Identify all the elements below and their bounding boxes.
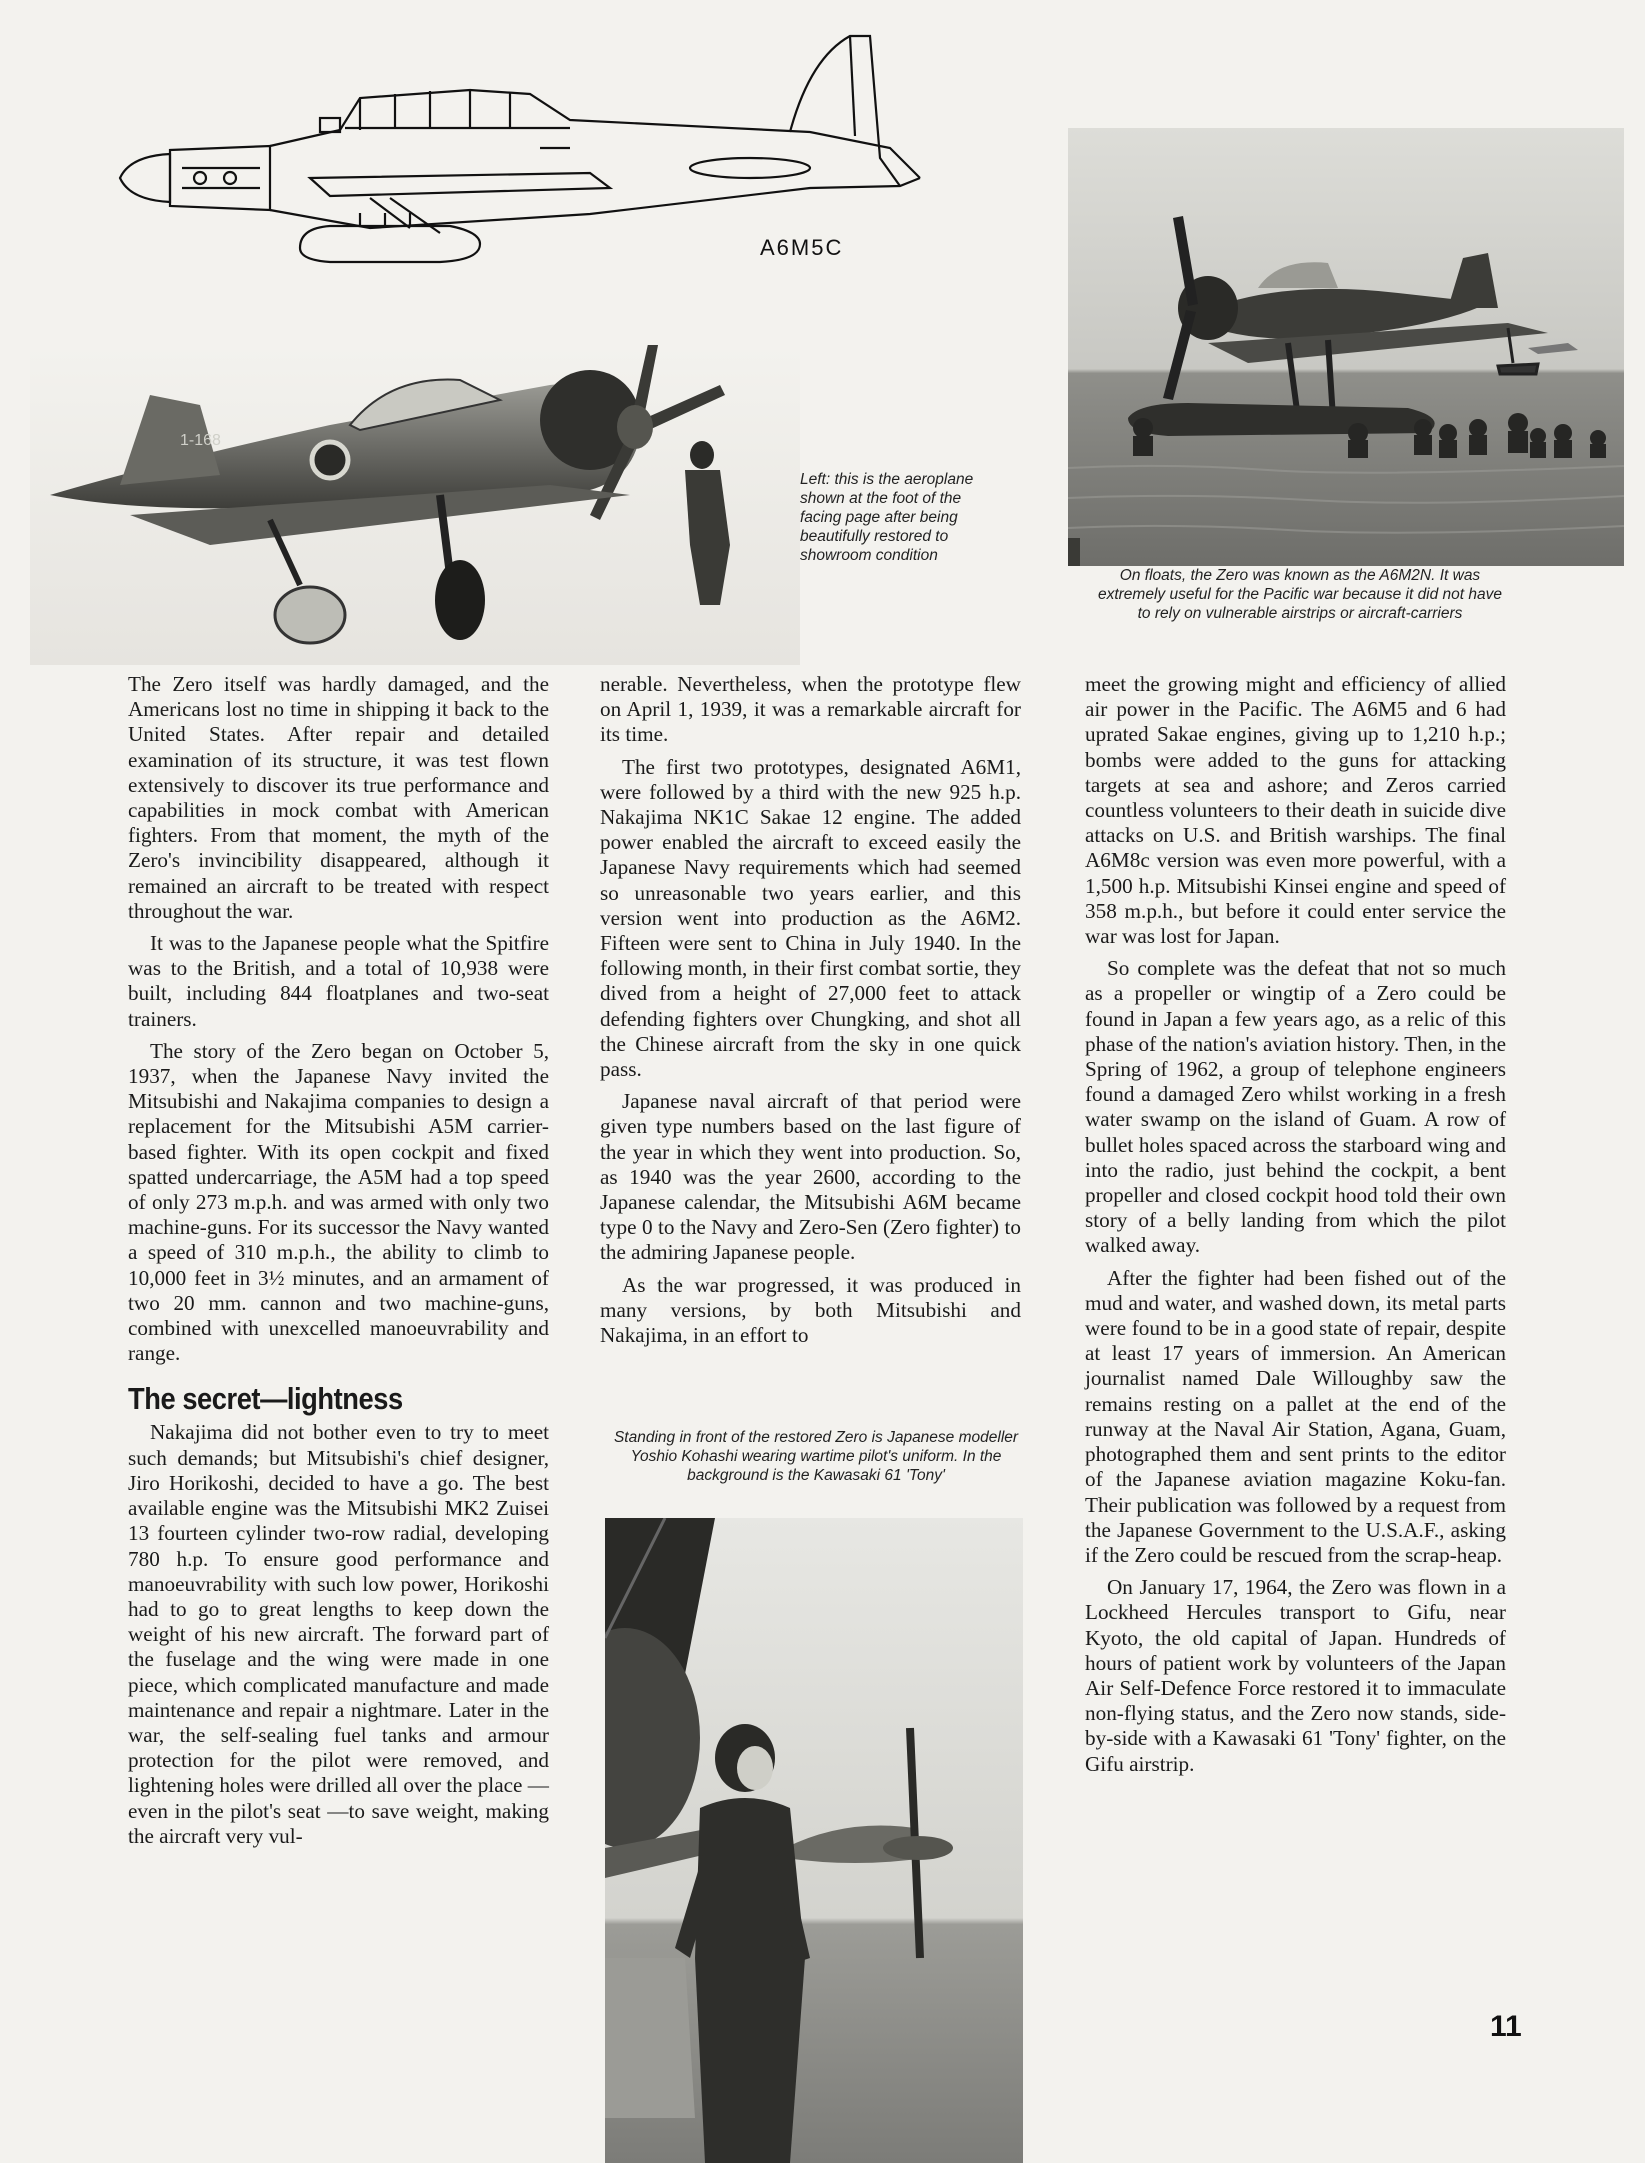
col3-paragraph: On January 17, 1964, the Zero was flown in a Lockheed Hercules transport to Gifu, near Kyoto, the old capital of Japan. Hundreds of hours of patient work by volunteers of the Japan Air Self-Defence Force restored it to immaculate non-flying status, and the Zero now stands, side-by-side with a Kawasaki 61 'Tony' fighter, on the Gifu airstrip. xyxy=(1085,1575,1506,1776)
restored-zero-image xyxy=(30,345,800,665)
restored-zero-photo xyxy=(30,345,800,665)
section-heading: The secret—lightness xyxy=(128,1381,403,1417)
aircraft-drawing-svg xyxy=(110,28,990,318)
article-column-2 xyxy=(600,672,1021,1348)
col1-paragraph: It was to the Japanese people what the Spitfire was to the British, and a total of 10,938 were built, including 844 floatplanes and two-seat trainers. xyxy=(128,931,549,1031)
col1-paragraph: The story of the Zero began on October 5, 1937, when the Japanese Navy invited the Mitsubishi and Nakajima companies to design a replacement for the Mitsubishi A5M carrier-based fighter. With its open cockpit and fixed spatted undercarriage, the A5M had a top speed of only 273 m.p.h. and was armed with only two machine-guns. For its successor the Navy wanted a speed of 310 m.p.h., the ability to climb to 10,000 feet in 3½ minutes, and an armament of two 20 mm. cannon and two machine-guns, combined with unexcelled manoeuvrability and range. xyxy=(128,1038,549,1366)
pilot-photo xyxy=(605,1518,1023,2163)
caption-floatplane: On floats, the Zero was known as the A6M2N. It was extremely useful for the Pacific war because it did not have to rely on vulnerable airstrips or aircraft-carriers xyxy=(1097,567,1503,622)
col1-paragraph: The Zero itself was hardly damaged, and the Americans lost no time in shipping it back to the United States. After repair and detailed examination of its structure, it was test flown extensively to discover its true performance and capabilities in mock combat with American fighters. From that moment, the myth of the Zero's invincibility disappeared, although it remained an aircraft to be treated with respect throughout the war. xyxy=(128,672,549,923)
pilot-image xyxy=(605,1518,1023,2163)
col2-paragraph: As the war progressed, it was produced in many versions, by both Mitsubishi and Nakajima, in an effort to xyxy=(600,1272,1021,1348)
page-number: 11 xyxy=(1490,2010,1522,2043)
col3-paragraph: meet the growing might and efficiency of allied air power in the Pacific. The A6M5 and 6 had uprated Sakae engines, giving up to 1,210 h.p.; bombs were added to the guns for attacking targets at sea and ashore; and Zeros carried countless volunteers to their death in suicide dive attacks on U.S. and British warships. The final A6M8c version was even more powerful, with a 1,500 h.p. Mitsubishi Kinsei engine and speed of 358 m.p.h., but before it could enter service the war was lost for Japan. xyxy=(1085,672,1506,949)
col1-paragraph: Nakajima did not bother even to try to meet such demands; but Mitsubishi's chief designer, Jiro Horikoshi, decided to have a go. The best available engine was the Mitsubishi MK2 Zuisei 13 fourteen cylinder two-row radial, developing 780 h.p. To ensure good performance and manoeuvrability with such low power, Horikoshi had to go to great lengths to keep down the weight of his new aircraft. The forward part of the fuselage and the wing were made in one piece, which complicated manufacture and made maintenance and repair a nightmare. Later in the war, the self-sealing fuel tanks and armour protection for the pilot were removed, and lightening holes were drilled all over the place —even in the pilot's seat —to save weight, making the aircraft very vul- xyxy=(128,1420,549,1848)
svg-text:1-168: 1-168 xyxy=(180,432,221,449)
col2-paragraph: The first two prototypes, designated A6M1, were followed by a third with the new 925 h.p. Nakajima NK1C Sakae 12 engine. The added power enabled the aircraft to exceed easily the Japanese Navy requirements which had seemed so unreasonable two years earlier, and this version went into production as the A6M2. Fifteen were sent to China in July 1940. In the following month, in their first combat sortie, they dived from a height of 27,000 feet to attack defending fighters over Chungking, and shot all the Chinese aircraft from the sky in one quick pass. xyxy=(600,754,1021,1082)
caption-pilot: Standing in front of the restored Zero is Japanese modeller Yoshio Kohashi wearing wartime pilot's uniform. In the background is the Kawasaki 61 'Tony' xyxy=(613,1429,1019,1484)
col3-paragraph: So complete was the defeat that not so much as a propeller or wingtip of a Zero could be found in Japan a few years ago, as a relic of this phase of the nation's aviation history. Then, in the Spring of 1962, a group of telephone engineers found a damaged Zero whilst working in a fresh water swamp on the island of Guam. A row of bullet holes spaced across the starboard wing and into the radio, just behind the cockpit, a bent propeller and closed cockpit hood told their own story of a belly landing from which the pilot walked away. xyxy=(1085,956,1507,1258)
caption-restored-zero: Left: this is the aeroplane shown at the foot of the facing page after being beautifully restored to showroom condition xyxy=(800,471,974,564)
col2-paragraph: Japanese naval aircraft of that period were given type numbers based on the last figure of the year in which they went into production. So, as 1940 was the year 2600, according to the Japanese calendar, the Mitsubishi A6M became type 0 to the Navy and Zero-Sen (Zero fighter) to the admiring Japanese people. xyxy=(600,1089,1021,1265)
a6m5c-line-drawing xyxy=(110,28,990,318)
col2-paragraph: nerable. Nevertheless, when the prototype flew on April 1, 1939, it was a remarkable aircraft for its time. xyxy=(600,672,1021,747)
article-column-1 xyxy=(128,672,549,1849)
floatplane-photo xyxy=(1068,128,1624,566)
drawing-label: A6M5C xyxy=(760,235,844,260)
article-column-3 xyxy=(1085,672,1506,1777)
col3-paragraph: After the fighter had been fished out of the mud and water, and washed down, its metal parts were found to be in a good state of repair, despite at least 17 years of immersion. An American journalist named Dale Willoughby saw the remains resting on a pallet at the end of the runway at the Naval Air Station, Agana, Guam, photographed them and sent prints to the editor of the Japanese aviation magazine Koku-fan. Their publication was followed by a request from the Japanese Government to the U.S.A.F., asking if the Zero could be rescued from the scrap-heap. xyxy=(1085,1265,1506,1567)
floatplane-image xyxy=(1068,128,1624,566)
